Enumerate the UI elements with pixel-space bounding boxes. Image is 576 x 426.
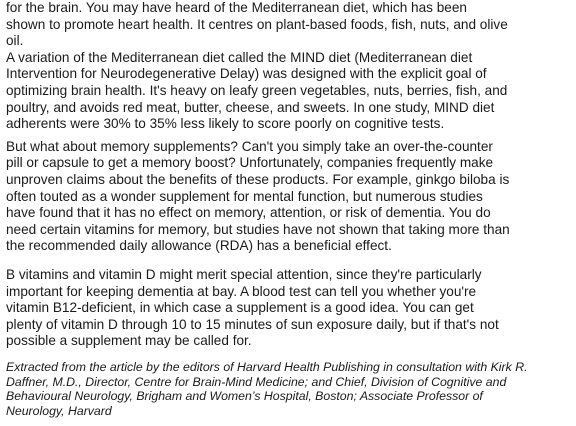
article-body xyxy=(6,0,568,419)
paragraph-vitamins: B vitamins and vitamin D might merit special attention, since they're particularly important for keeping dementia at bay. A blood test can tell you whether you're vitamin B12-deficient, in which case a supplement is a good idea. You can get plenty of vitamin D through 10 to 15 minutes of sun exposure daily, but if that's not possible a supplement may be called for. xyxy=(6,266,499,349)
source-citation: Extracted from the article by the editors of Harvard Health Publishing in consultation with Kirk R. Daffner, M.D., Director, Centre for Brain-Mind Medicine; and Chief, Division of Cognitive and Behavioural Neurology, Brigham and Women’s Hospital, Boston; Associate Professor of Neurology, Harvard xyxy=(6,359,528,418)
paragraph-mediterranean-diet: for the brain. You may have heard of the Mediterranean diet, which has been shown to promote heart health. It centres on plant-based foods, fish, nuts, and olive oil. xyxy=(6,0,508,49)
paragraph-mind-diet: A variation of the Mediterranean diet called the MIND diet (Mediterranean diet Intervention for Neurodegenerative Delay) was designed with the explicit goal of optimizing brain health. It's heavy on leafy green vegetables, nuts, berries, fish, and poultry, and avoids red meat, butter, cheese, and sweets. In one study, MIND diet adherents were 30% to 35% less likely to score poorly on cognitive tests. xyxy=(6,49,508,132)
paragraph-memory-supplements: But what about memory supplements? Can't you simply take an over-the-counter pill or capsule to get a memory boost? Unfortunately, companies frequently make unproven claims about the benefits of these products. For example, ginkgo biloba is often touted as a wonder supplement for mental function, but numerous studies have found that it has no effect on memory, attention, or risk of dementia. You do need certain vitamins for memory, but studies have not shown that taking more than the recommended daily allowance (RDA) has a beneficial effect. xyxy=(6,138,510,254)
